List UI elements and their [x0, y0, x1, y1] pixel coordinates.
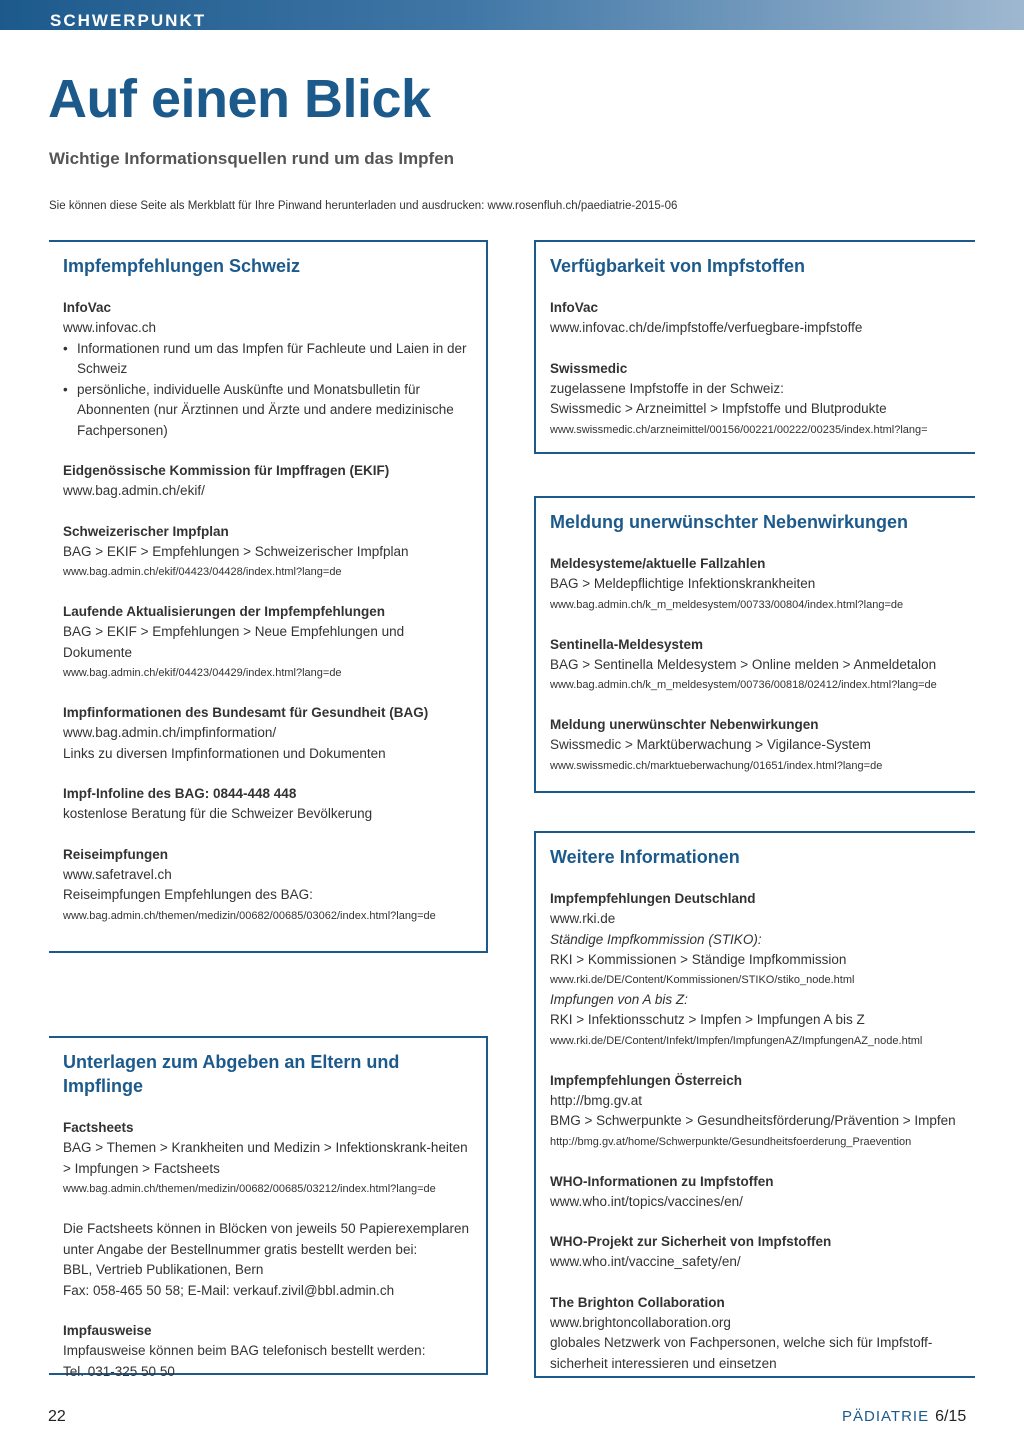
box-impfempfehlungen-schweiz — [49, 240, 488, 953]
entry-url: www.bag.admin.ch/themen/medizin/00682/00685/03062/index.html?lang=de — [63, 909, 436, 922]
entry-text: zugelassene Impfstoffe in der Schweiz: — [550, 380, 784, 396]
entry-url: www.bag.admin.ch/themen/medizin/00682/00685/03212/index.html?lang=de — [63, 1183, 436, 1195]
entry-text: Tel. 031-325 50 50 — [63, 1363, 175, 1379]
info-entry — [550, 635, 969, 696]
entry-text: Swissmedic > Marktüberwachung > Vigilance-System — [550, 737, 871, 752]
entry-text: www.who.int/vaccine_safety/en/ — [550, 1254, 741, 1269]
entry-heading: Impfinformationen des Bundesamt für Gesundheit (BAG) — [63, 705, 429, 720]
entry-heading: Meldesysteme/aktuelle Fallzahlen — [550, 556, 766, 571]
info-entry — [550, 298, 969, 339]
entry-text: www.infovac.ch — [63, 320, 157, 335]
bullet-item: • Informationen rund um das Impfen für Fachleute und Laien in der Schweiz — [77, 339, 472, 380]
info-entry — [63, 845, 472, 926]
entry-url: www.bag.admin.ch/ekif/04423/04429/index.html?lang=de — [63, 667, 342, 679]
entry-heading: Schweizerischer Impfplan — [63, 523, 229, 539]
entry-text: globales Netzwerk von Fachpersonen, welche sich für Impfstoff-sicherheit interessieren und einsetzen — [550, 1335, 933, 1371]
entry-text: kostenlose Beratung für die Schweizer Bevölkerung — [63, 806, 373, 821]
entry-text: Reiseimpfungen Empfehlungen des BAG: — [63, 887, 313, 902]
info-entry — [550, 554, 969, 615]
entry-heading: Eidgenössische Kommission für Impffragen (EKIF) — [63, 463, 390, 478]
box-title: Meldung unerwünschter Nebenwirkungen — [550, 512, 909, 532]
info-entry — [550, 889, 969, 1051]
entry-url: www.swissmedic.ch/arzneimittel/00156/00221/00222/00235/index.html?lang= — [550, 423, 928, 436]
entry-text: BAG > Meldepflichtige Infektionskrankheiten — [550, 576, 816, 591]
entry-text: www.safetravel.ch — [63, 866, 172, 882]
entry-url: www.swissmedic.ch/marktueberwachung/01651/index.html?lang=de — [550, 759, 883, 772]
entry-text: www.rki.de — [550, 911, 616, 926]
entry-heading: Impfempfehlungen Österreich — [550, 1072, 743, 1088]
info-entry — [550, 1071, 969, 1152]
entry-heading: Impfausweise — [63, 1323, 152, 1338]
section-header-bar — [0, 0, 1024, 30]
journal-footer — [842, 1408, 966, 1426]
entry-text: www.bag.admin.ch/ekif/ — [63, 483, 205, 498]
box-title: Unterlagen zum Abgeben an Eltern und Impflinge — [63, 1052, 400, 1096]
entry-subheading: Impfungen von A bis Z: — [550, 992, 688, 1007]
box-title: Verfügbarkeit von Impfstoffen — [550, 256, 806, 276]
info-entry — [63, 461, 472, 502]
section-label: SCHWERPUNKT — [50, 11, 207, 30]
info-entry — [63, 784, 472, 825]
journal-brand: PÄDIATRIE — [842, 1408, 930, 1425]
entry-heading: Laufende Aktualisierungen der Impfempfehlungen — [63, 604, 386, 619]
entry-text: Die Factsheets können in Blöcken von jeweils 50 Papierexemplaren unter Angabe der Bestellnummer gratis bestellt werden bei: — [63, 1221, 469, 1257]
entry-heading: Factsheets — [63, 1120, 134, 1135]
bullet-item: • persönliche, individuelle Auskünfte und Monatsbulletin für Abonnenten (nur Ärztinnen und Ärzte und andere medizinische Fachpersonen) — [77, 380, 472, 442]
entry-heading: WHO-Projekt zur Sicherheit von Impfstoffen — [550, 1234, 832, 1249]
box-title: Weitere Informationen — [550, 847, 740, 867]
entry-heading: Impfempfehlungen Deutschland — [550, 891, 756, 906]
entry-text: BMG > Schwerpunkte > Gesundheitsförderung/Prävention > Impfen — [550, 1113, 956, 1128]
entry-text: BBL, Vertrieb Publikationen, Bern — [63, 1262, 264, 1277]
entry-text: Swissmedic > Arzneimittel > Impfstoffe und Blutprodukte — [550, 401, 887, 416]
entry-heading: Meldung unerwünschter Nebenwirkungen — [550, 717, 819, 732]
entry-text: BAG > EKIF > Empfehlungen > Schweizerischer Impfplan — [63, 543, 409, 559]
info-entry — [550, 1293, 969, 1375]
entry-text: Impfausweise können beim BAG telefonisch bestellt werden: — [63, 1343, 426, 1358]
entry-url: www.rki.de/DE/Content/Infekt/Impfen/ImpfungenAZ/ImpfungenAZ_node.html — [550, 1034, 923, 1047]
entry-text: RKI > Kommissionen > Ständige Impfkommission — [550, 951, 847, 967]
entry-heading: Sentinella-Meldesystem — [550, 636, 704, 652]
info-entry — [63, 602, 472, 683]
info-entry — [550, 715, 969, 776]
entry-heading: Swissmedic — [550, 360, 628, 376]
entry-heading: Reiseimpfungen — [63, 846, 169, 862]
info-entry — [550, 359, 969, 440]
page-title: Auf einen Blick — [48, 69, 431, 129]
entry-text: www.bag.admin.ch/impfinformation/ — [63, 725, 277, 740]
info-entry — [550, 1232, 969, 1273]
download-note: Sie können diese Seite als Merkblatt für Ihre Pinwand herunterladen und ausdrucken: www.rosenfluh.ch/paediatrie-2015-06 — [49, 200, 678, 212]
entry-text: http://bmg.gv.at — [550, 1092, 643, 1108]
info-entry — [63, 522, 472, 583]
page-number: 22 — [48, 1408, 66, 1425]
box-title: Impfempfehlungen Schweiz — [63, 256, 301, 276]
entry-text: Fax: 058-465 50 58; E-Mail: verkauf.zivil@bbl.admin.ch — [63, 1282, 395, 1298]
entry-heading: InfoVac — [550, 300, 599, 315]
entry-text: BAG > EKIF > Empfehlungen > Neue Empfehlungen und Dokumente — [63, 624, 405, 660]
entry-heading: WHO-Informationen zu Impfstoffen — [550, 1173, 774, 1189]
journal-issue: 6/15 — [935, 1408, 967, 1425]
entry-text: www.brightoncollaboration.org — [550, 1314, 731, 1330]
entry-heading: The Brighton Collaboration — [550, 1294, 725, 1310]
box-verfuegbarkeit-impfstoffe — [534, 240, 975, 454]
entry-subheading: Ständige Impfkommission (STIKO): — [550, 931, 762, 947]
entry-text: Links zu diversen Impfinformationen und Dokumenten — [63, 745, 386, 761]
info-entry — [63, 703, 472, 764]
info-entry — [63, 1321, 472, 1382]
entry-text: BAG > Sentinella Meldesystem > Online melden > Anmeldetalon — [550, 656, 937, 672]
box-meldung-nebenwirkungen — [534, 496, 975, 793]
info-entry — [63, 1118, 472, 1199]
entry-url: www.rki.de/DE/Content/Kommissionen/STIKO/stiko_node.html — [550, 974, 855, 986]
entry-url: www.bag.admin.ch/ekif/04423/04428/index.html?lang=de — [63, 566, 342, 578]
entry-heading: InfoVac — [63, 300, 112, 315]
entry-url: www.bag.admin.ch/k_m_meldesystem/00736/00818/02412/index.html?lang=de — [550, 679, 937, 691]
page-subtitle: Wichtige Informationsquellen rund um das Impfen — [49, 149, 455, 168]
info-entry — [550, 1172, 969, 1213]
entry-text: RKI > Infektionsschutz > Impfen > Impfungen A bis Z — [550, 1012, 865, 1027]
entry-url: http://bmg.gv.at/home/Schwerpunkte/Gesundheitsfoerderung_Praevention — [550, 1135, 912, 1148]
entry-text: BAG > Themen > Krankheiten und Medizin > Infektionskrank-heiten > Impfungen > Factsheets — [63, 1140, 468, 1176]
entry-text: www.who.int/topics/vaccines/en/ — [550, 1193, 743, 1209]
entry-heading: Impf-Infoline des BAG: 0844-448 448 — [63, 786, 297, 801]
entry-text: www.infovac.ch/de/impfstoffe/verfuegbare-impfstoffe — [550, 320, 863, 335]
bullet-list — [63, 339, 472, 442]
box-unterlagen-eltern — [49, 1036, 488, 1379]
entry-url: www.bag.admin.ch/k_m_meldesystem/00733/00804/index.html?lang=de — [550, 598, 904, 611]
info-entry — [63, 1219, 472, 1301]
box-weitere-informationen — [534, 831, 975, 1378]
info-entry — [63, 298, 472, 441]
